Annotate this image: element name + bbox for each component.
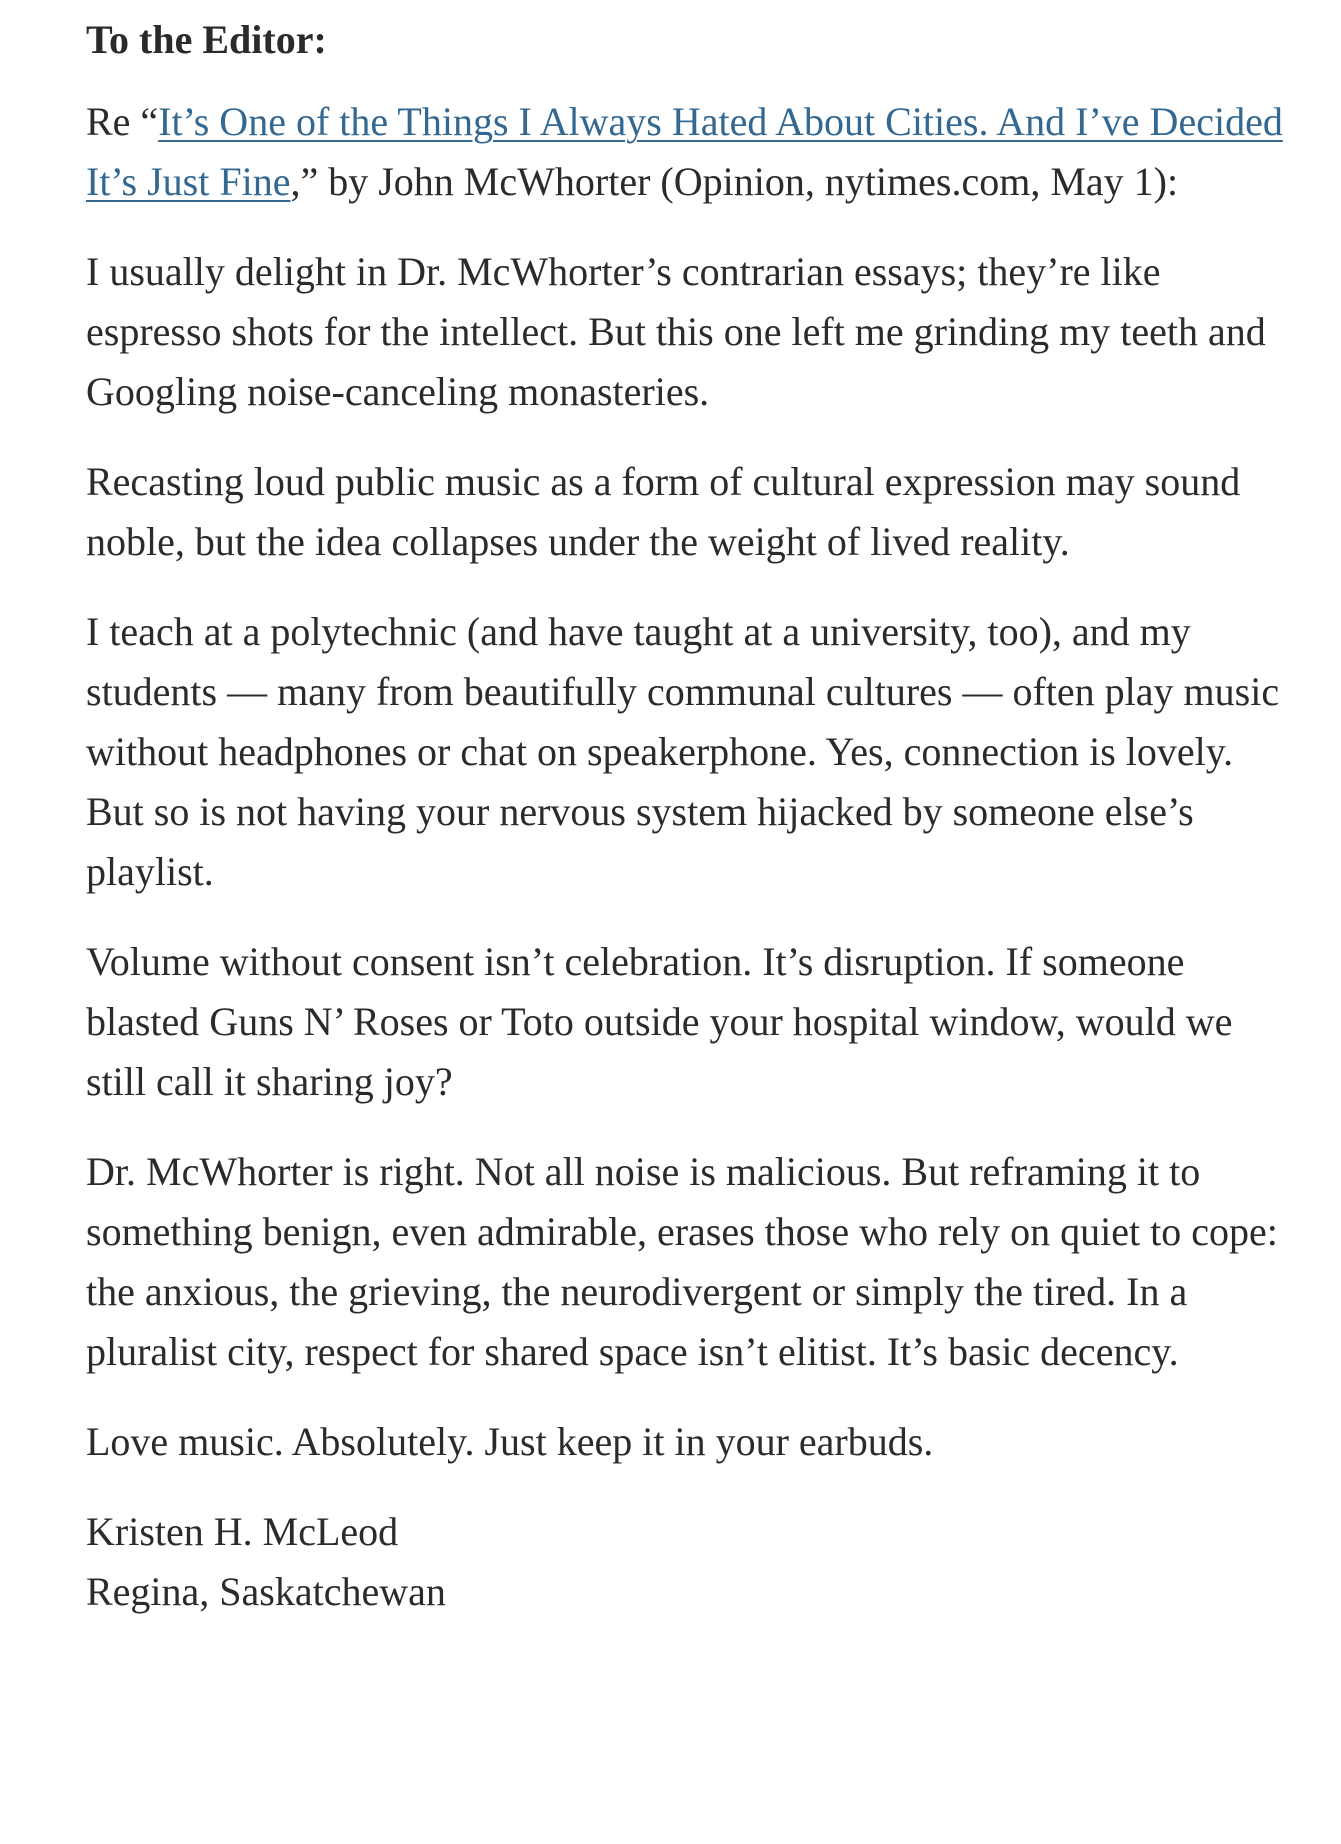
body-paragraph-4: Volume without consent isn’t celebration. It’s disruption. If someone blasted Guns N’ Roses or Toto outside your hospital window, would we still call it sharing joy? bbox=[86, 939, 1233, 1104]
salutation: To the Editor: bbox=[86, 17, 327, 62]
author-name: Kristen H. McLeod bbox=[86, 1509, 399, 1554]
body-paragraph-5: Dr. McWhorter is right. Not all noise is malicious. But reframing it to something benign, even admirable, erases those who rely on quiet to cope: the anxious, the grieving, the neurodivergent or simply the tired. In a pluralist city, respect for shared space isn’t elitist. It’s basic decency. bbox=[86, 1149, 1278, 1374]
reference-paragraph bbox=[86, 92, 1296, 212]
body-paragraph-2: Recasting loud public music as a form of cultural expression may sound noble, but the idea collapses under the weight of lived reality. bbox=[86, 459, 1241, 564]
author-location: Regina, Saskatchewan bbox=[86, 1569, 446, 1614]
reference-suffix: ,” by John McWhorter (Opinion, nytimes.com, May 1): bbox=[290, 159, 1179, 204]
body-paragraph-1: I usually delight in Dr. McWhorter’s contrarian essays; they’re like espresso shots for the intellect. But this one left me grinding my teeth and Googling noise-canceling monasteries. bbox=[86, 249, 1266, 414]
article-link[interactable]: It’s One of the Things I Always Hated About Cities. And I’ve Decided It’s Just Fine bbox=[86, 99, 1283, 204]
body-paragraph-3: I teach at a polytechnic (and have taught at a university, too), and my students — many from beautifully communal cultures — often play music without headphones or chat on speakerphone. Yes, connection is lovely. But so is not having your nervous system hijacked by someone else’s playlist. bbox=[86, 609, 1280, 894]
letter-to-editor bbox=[86, 14, 1296, 1622]
reference-prefix: Re “ bbox=[86, 99, 159, 144]
signature-block bbox=[86, 1502, 1296, 1622]
body-paragraph-6: Love music. Absolutely. Just keep it in your earbuds. bbox=[86, 1419, 934, 1464]
